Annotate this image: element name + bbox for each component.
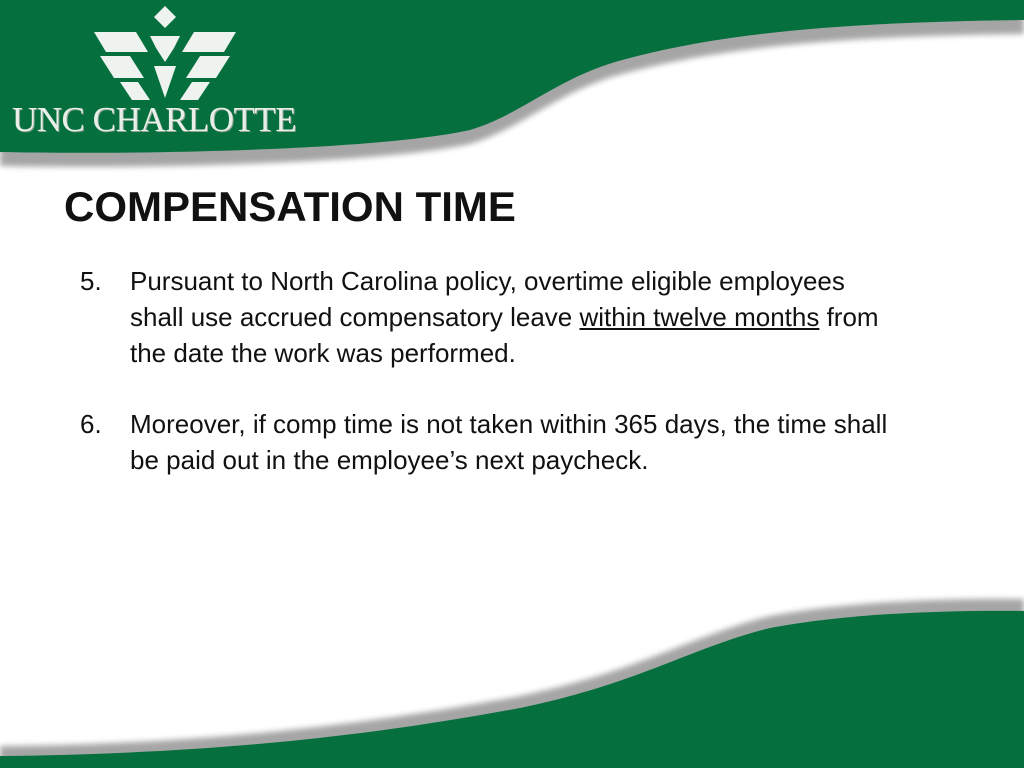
numbered-list	[0, 263, 1024, 513]
list-item-number: 6.	[80, 409, 102, 439]
list-item-text-part: from the date the work was performed.	[130, 302, 879, 368]
university-logo	[12, 6, 312, 140]
list-item-text	[130, 263, 900, 371]
list-item-text-part: Pursuant to North Carolina policy, overtime eligible employees shall use accrued compensatory leave	[130, 266, 845, 332]
list-item-number: 5.	[80, 266, 102, 296]
crown-emblem-icon	[90, 6, 240, 102]
slide-title: COMPENSATION TIME	[64, 183, 516, 230]
logo-wordmark: UNC CHARLOTTE	[12, 100, 297, 139]
underlined-emphasis: within twelve months	[579, 302, 820, 332]
list-item	[0, 263, 1024, 371]
list-item-text: Moreover, if comp time is not taken within 365 days, the time shall be paid out in the employee’s next paycheck.	[130, 409, 888, 475]
list-item	[0, 406, 1024, 478]
